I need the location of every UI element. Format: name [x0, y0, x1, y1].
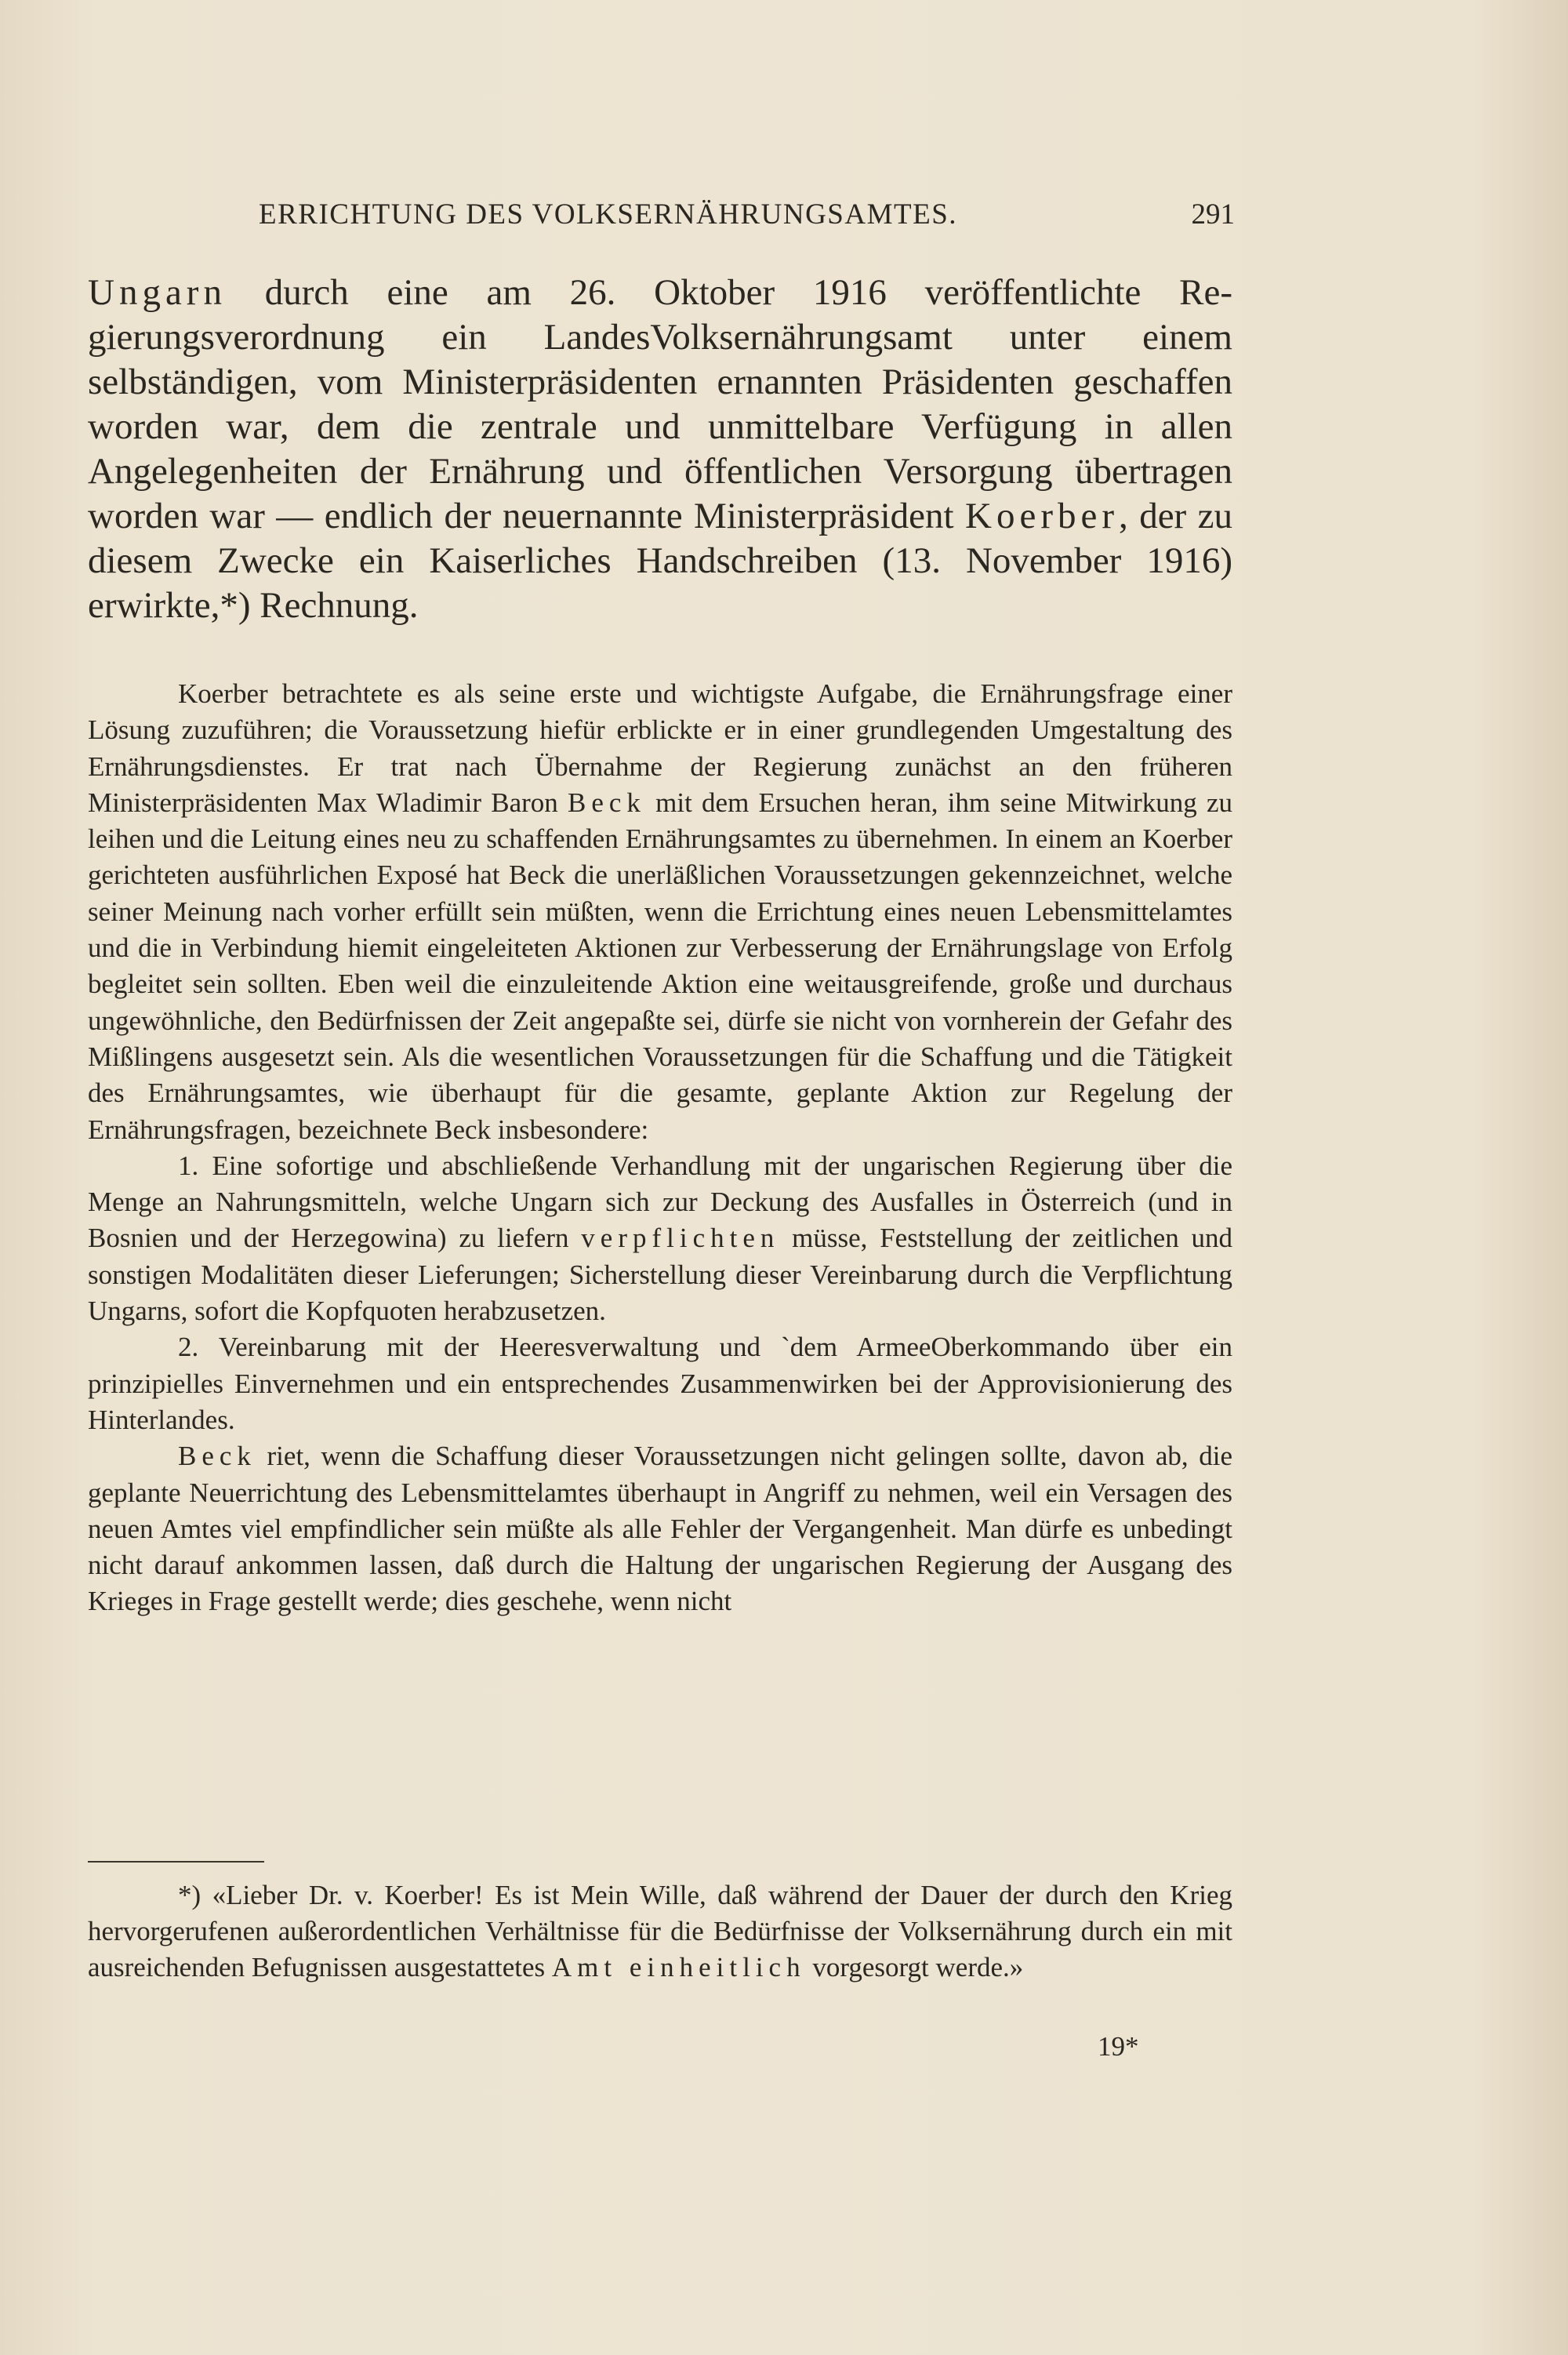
list-item-1-part-a: 1. Eine sofortige und abschließende Verhandlung mit der ungarischen Regierung über die Menge an Nahrungsmitteln, welche Ungarn sich zur Deckung des Ausfalles in Österreich (und in Bosnien und der Herzegowina) zu liefern: [88, 1150, 1232, 1254]
running-title: ERRICHTUNG DES VOLKSERNÄHRUNGSAMTES.: [259, 198, 958, 231]
body-paragraph-3-text: riet, wenn die Schaffung dieser Voraussetzungen nicht gelingen sollte, davon ab, die geplante Neuerrichtung des Lebensmittelamtes überhaupt in Angriff zu nehmen, weil ein Versagen des neuen Amtes viel empfindlicher sein müßte als alle Fehler der Vergangenheit. Man dürfe es unbedingt nicht darauf ankommen lassen, daß durch die Haltung der ungarischen Regierung der Ausgang des Krieges in Frage gestellt werde; dies geschehe, wenn nicht: [88, 1441, 1232, 1617]
footnote-part-a: *) «Lieber Dr. v. Koerber! Es ist Mein Wille, daß während der Dauer der durch den Krieg hervorgerufenen außerordentlichen Verhältnisse für die Bedürfnisse der Volksernährung durch ein mit ausreichenden Befugnissen ausgestattetes: [88, 1880, 1232, 1982]
main-text-part-2: , der zu diesem Zwecke ein Kaiserliches Handschreiben (13. November 1916) erwirkte,*) Rechnung.: [88, 496, 1232, 626]
main-paragraph-text: [88, 271, 1232, 628]
footnote-divider: [88, 1861, 264, 1863]
spaced-words-amt-einheitlich: Amt einheitlich: [551, 1952, 806, 1982]
body-paragraph-1-part-a: Koerber betrachtete es als seine erste und wichtigste Aufgabe, die Ernährungsfrage einer Lösung zuzuführen; die Voraussetzung hiefür erblickte er in einer grundlegenden Umgestaltung des Ernährungsdienstes. Er trat nach Übernahme der Regierung zunächst an den früheren Ministerpräsidenten Max Wladimir Baron: [88, 678, 1232, 818]
body-paragraph-3: [88, 1438, 1232, 1619]
spaced-word-ungarn: Ungarn: [88, 272, 227, 313]
body-paragraph-1: [88, 676, 1232, 1148]
list-item-2: 2. Vereinbarung mit der Heeresverwaltung und `dem ArmeeOberkommando über ein prinzipielles Einvernehmen und ein entsprechendes Zusammenwirken bei der Approvisionierung des Hinterlandes.: [88, 1332, 1232, 1435]
footnote-part-b: vorgesorgt werde.»: [805, 1952, 1024, 1982]
spaced-word-beck-2: Beck: [178, 1441, 256, 1472]
body-text: [88, 676, 1232, 1620]
spaced-word-beck: Beck: [568, 787, 646, 818]
signature-mark: 19*: [1098, 2031, 1139, 2062]
body-paragraph-1-part-b: mit dem Ersuchen heran, ihm seine Mitwirkung zu leihen und die Leitung eines neu zu schaffenden Ernährungsamtes zu übernehmen. In einem an Koerber gerichteten ausführlichen Exposé hat Beck die unerläßlichen Voraussetzungen gekennzeichnet, welche seiner Meinung nach vorher erfüllt sein müßten, wenn die Errichtung eines neuen Lebensmittelamtes und die in Verbindung hiemit eingeleiteten Aktionen zur Verbesserung der Ernährungslage von Erfolg begleitet sein sollten. Eben weil die einzuleitende Aktion eine weitausgreifende, große und durchaus ungewöhnliche, den Bedürfnissen der Zeit angepaßte sei, dürfe sie nicht von vornherein der Gefahr des Mißlingens ausgesetzt sein. Als die wesentlichen Voraussetzungen für die Schaffung und die Tätigkeit des Ernährungsamtes, wie überhaupt für die gesamte, geplante Aktion zur Regelung der Ernährungsfragen, bezeichnete Beck insbesondere:: [88, 787, 1232, 1145]
page-number: 291: [1191, 198, 1235, 231]
footnote: [88, 1877, 1232, 1986]
spaced-word-verpflichten: verpflichten: [581, 1223, 780, 1254]
list-item-1: [88, 1148, 1232, 1329]
main-text-part-1: durch eine am 26. Oktober 1916 veröffentlichte Regierungsverordnung ein LandesVolksernährungsamt unter einem selbständigen, vom Ministerpräsidenten ernannten Präsidenten geschaffen worden war, dem die zentrale und unmittelbare Verfügung in allen Angelegenheiten der Ernährung und öffentlichen Versorgung übertragen worden war — endlich der neuernannte Ministerpräsident: [88, 272, 1232, 536]
footnote-text: [88, 1877, 1232, 1986]
main-paragraph: [88, 271, 1232, 628]
spaced-word-koerber: Koerber: [965, 496, 1119, 536]
list-item-1-part-b: müsse, Feststellung der zeitlichen und sonstigen Modalitäten dieser Lieferungen; Sicherstellung dieser Vereinbarung durch die Verpflichtung Ungarns, sofort die Kopfquoten herabzusetzen.: [88, 1223, 1232, 1327]
